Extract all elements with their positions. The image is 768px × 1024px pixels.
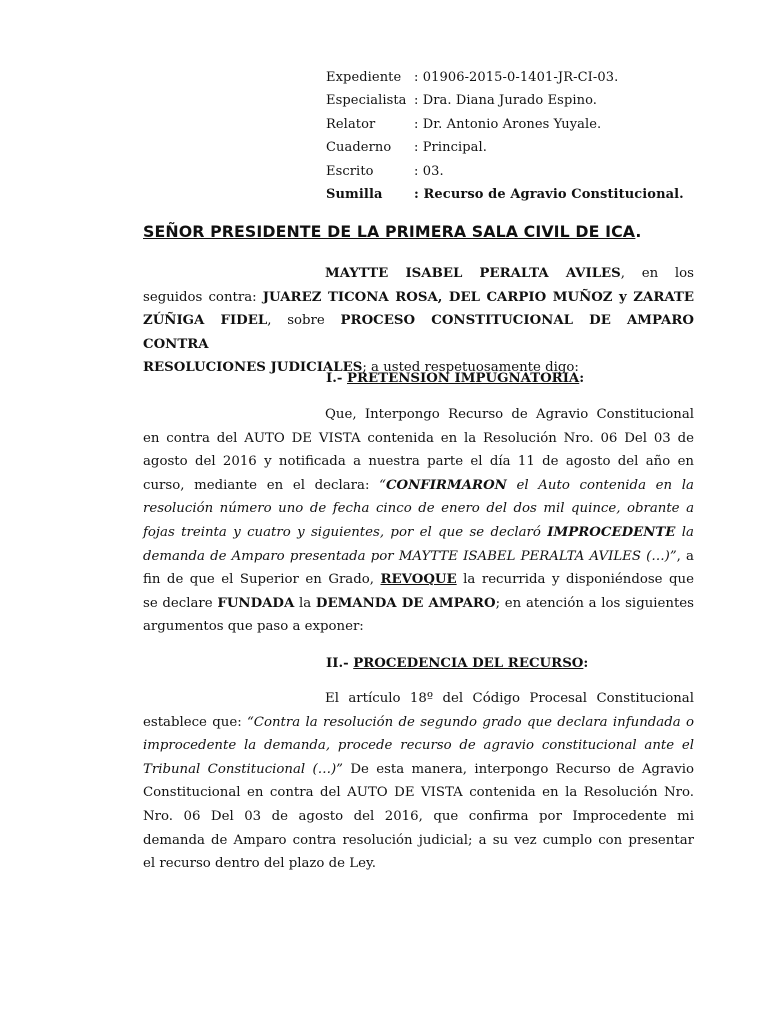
expediente-value: : 01906-2015-0-1401-JR-CI-03. — [414, 70, 619, 85]
escrito-row — [326, 160, 684, 183]
especialista-row — [326, 89, 684, 112]
s2-line-4 — [143, 758, 694, 782]
intro-line-1 — [143, 262, 694, 286]
s1-line-5: resolución número uno de fecha cinco de enero del dos mil quince, obrante a — [143, 501, 694, 517]
s1-text: fin de que el Superior en Grado, — [143, 572, 381, 588]
s1-line-2: en contra del AUTO DE VISTA contenida en la Resolución Nro. 06 Del 03 de — [143, 430, 694, 446]
cuaderno-row — [326, 136, 684, 159]
intro-text: ; a usted respetuosamente digo: — [362, 360, 579, 376]
s1-quote-text: demanda de Amparo presentada por MAYTTE ISABEL PERALTA AVILES (…)” — [143, 548, 677, 564]
s2-line-1: El artículo 18º del Código Procesal Constitucional — [325, 691, 694, 706]
s1-line-10: argumentos que paso a exponer: — [143, 619, 364, 635]
section-1-title: PRETENSION IMPUGNATORIA — [347, 371, 580, 386]
petitioner-name: MAYTTE ISABEL PERALTA AVILES — [325, 266, 621, 281]
s1-quote-text: la — [675, 524, 694, 540]
section-2-paragraph — [143, 687, 694, 876]
s1-quote-text: fojas treinta y cuatro y siguientes, por el que se declaró — [143, 524, 548, 540]
s2-quote-text: “Contra la resolución de segundo grado que declara infundada o — [247, 714, 694, 730]
s1-text: curso, mediante en el declara: — [143, 477, 380, 493]
sumilla-label: Sumilla — [326, 187, 383, 203]
s1-revoque: REVOQUE — [380, 572, 457, 588]
s2-line-2 — [143, 711, 694, 735]
intro-text: seguidos contra: — [143, 289, 263, 305]
s1-line-9 — [143, 592, 694, 616]
section-1-paragraph — [143, 403, 694, 639]
s1-text: la recurrida y disponiéndose que — [456, 572, 694, 588]
section-2-colon: : — [583, 656, 589, 671]
expediente-label: Expediente — [326, 70, 402, 85]
s1-improcedente: IMPROCEDENTE — [547, 524, 676, 540]
s2-line-8: el recurso dentro del plazo de Ley. — [143, 856, 376, 872]
s1-demanda-amparo: DEMANDA DE AMPARO — [315, 595, 496, 611]
s2-text: establece que: — [143, 714, 247, 730]
relator-value: : Dr. Antonio Arones Yuyale. — [414, 116, 602, 132]
s1-confirmaron: CONFIRMARON — [385, 477, 507, 493]
especialista-value: : Dra. Diana Jurado Espino. — [414, 93, 598, 109]
s1-line-1: Que, Interpongo Recurso de Agravio Constitucional — [325, 407, 694, 422]
s2-quote-text: Tribunal Constitucional (…)” — [143, 761, 343, 777]
intro-line-2 — [143, 286, 694, 310]
s1-line-8 — [143, 568, 694, 592]
escrito-value: : 03. — [414, 163, 444, 179]
section-1-colon: : — [579, 371, 585, 386]
process-type: PROCESO CONSTITUCIONAL DE AMPARO CONTRA — [143, 313, 695, 352]
especialista-label: Especialista — [326, 93, 407, 109]
s1-text: ; en atención a los siguientes — [495, 595, 694, 611]
intro-line-3 — [143, 309, 694, 356]
process-type-cont: RESOLUCIONES JUDICIALES — [143, 360, 363, 376]
addressee-heading — [143, 222, 703, 241]
case-header — [326, 66, 684, 206]
s1-line-3: agosto del 2016 y notificada a nuestra parte el día 11 de agosto del año en — [143, 454, 694, 470]
defendants-names: JUAREZ TICONA ROSA, DEL CARPIO MUÑOZ y ZARATE — [262, 289, 694, 305]
s1-text: la — [294, 595, 316, 611]
section-2-heading — [326, 656, 588, 671]
cuaderno-value: : Principal. — [414, 140, 488, 156]
defendant-name: ZÚÑIGA FIDEL — [143, 313, 268, 329]
section-1-heading — [326, 371, 584, 386]
sumilla-row — [326, 183, 684, 206]
s1-line-6 — [143, 521, 694, 545]
cuaderno-label: Cuaderno — [326, 140, 392, 156]
s1-text: , a — [676, 548, 694, 564]
relator-row — [326, 113, 684, 136]
s1-quote-text: el Auto contenida en la — [506, 477, 694, 493]
expediente-row — [326, 66, 684, 89]
addressee-text: SEÑOR PRESIDENTE DE LA PRIMERA SALA CIVIL DE ICA — [143, 222, 636, 241]
s1-quote-mark: “ — [379, 477, 386, 493]
section-1-number: I.- — [326, 371, 347, 386]
s2-line-3: improcedente la demanda, procede recurso de agravio constitucional ante el — [143, 738, 694, 754]
relator-label: Relator — [326, 116, 376, 132]
escrito-label: Escrito — [326, 163, 374, 179]
addressee-punct: . — [635, 222, 642, 241]
s1-line-4 — [143, 474, 694, 498]
s1-fundada: FUNDADA — [217, 595, 295, 611]
intro-paragraph — [143, 262, 694, 380]
s2-line-6: Nro. 06 Del 03 de agosto del 2016, que confirma por Improcedente mi — [143, 808, 694, 824]
section-2-title: PROCEDENCIA DEL RECURSO — [353, 656, 584, 671]
section-2-number: II.- — [326, 656, 354, 671]
intro-text: , sobre — [267, 313, 341, 329]
s2-line-5: Constitucional en contra del AUTO DE VISTA contenida en la Resolución Nro. — [143, 785, 694, 801]
s1-text: se declare — [143, 595, 218, 611]
s2-text: De esta manera, interpongo Recurso de Agravio — [342, 761, 694, 777]
s2-line-7: demanda de Amparo contra resolución judicial; a su vez cumplo con presentar — [143, 832, 694, 848]
sumilla-value: : Recurso de Agravio Constitucional. — [414, 187, 684, 203]
intro-text: , en los — [620, 266, 694, 281]
s1-line-7 — [143, 545, 694, 569]
